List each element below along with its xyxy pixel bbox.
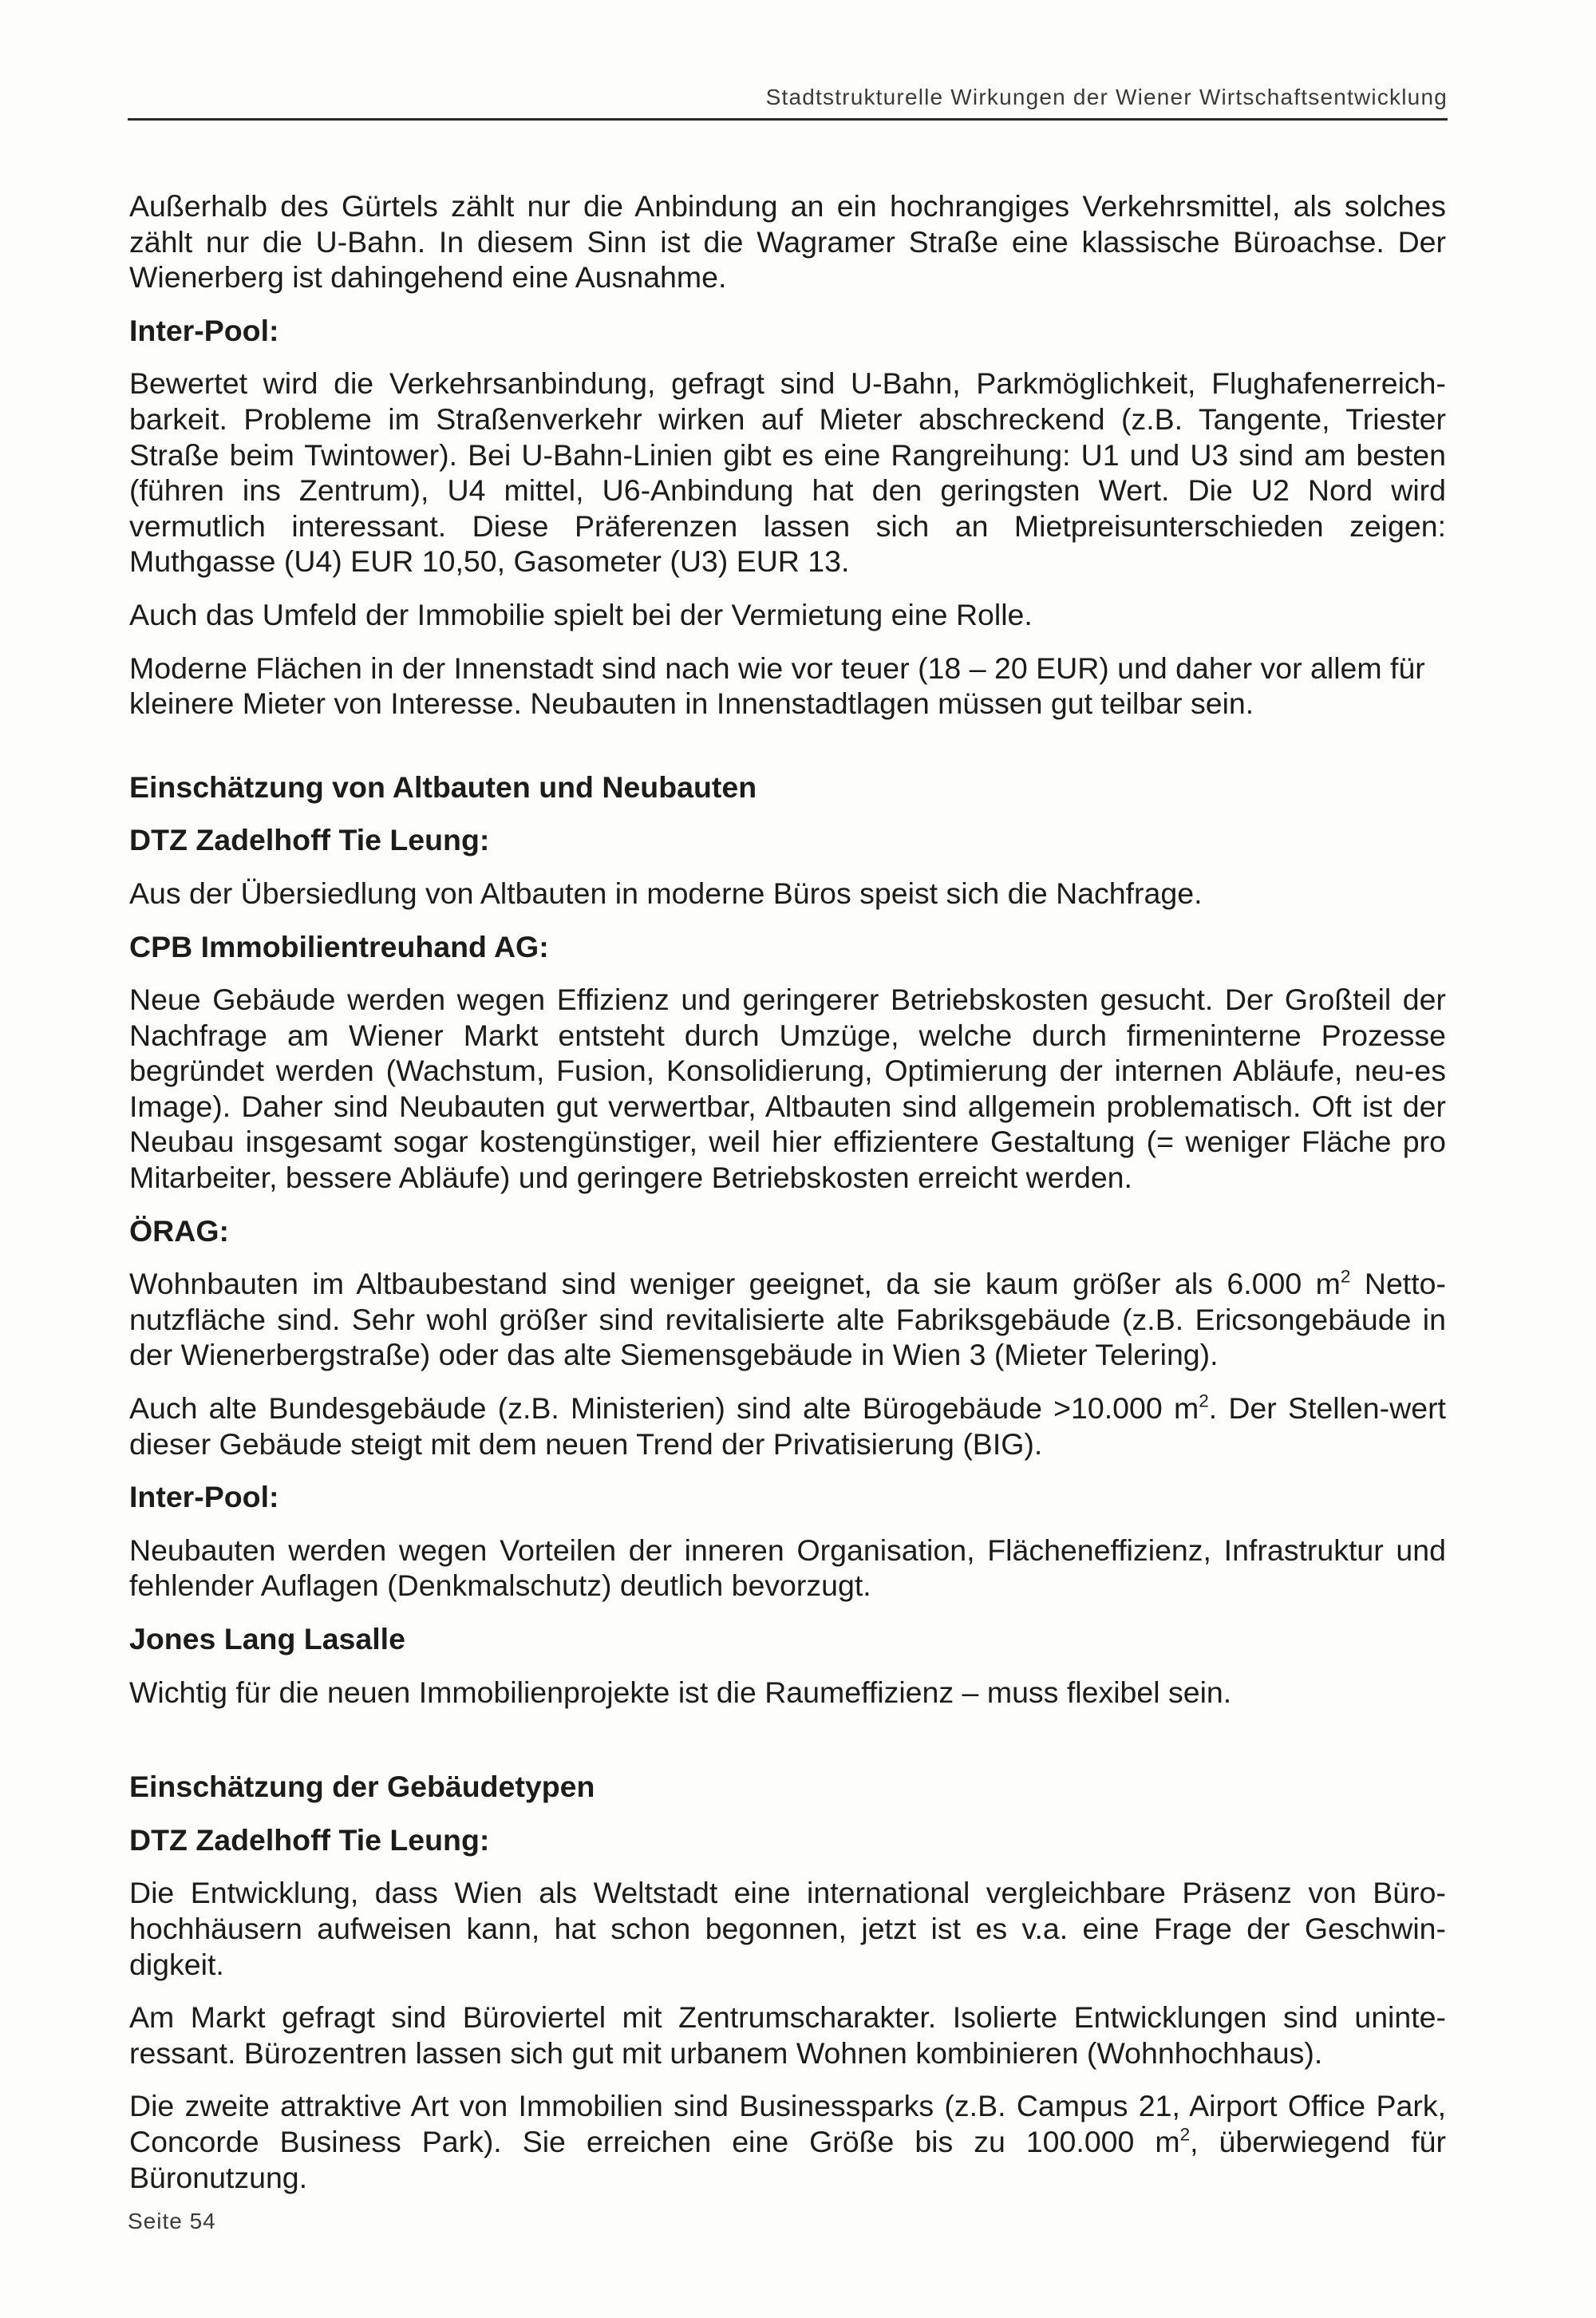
paragraph-dtz-bueroviertel: Am Markt gefragt sind Büroviertel mit Zentrumscharakter. Isolierte Entwicklungen sind uninte-ressant. Bürozentren lassen sich gut mit urbanem Wohnen kombinieren (Wohnhochhaus).: [129, 2000, 1446, 2070]
text-span: Die zweite attraktive Art von Immobilien sind Businessparks (z.B. Campus 21, Airport Office Park, Concorde Business Park). Sie erreichen eine Größe bis zu 100.000 m: [129, 2089, 1446, 2158]
heading-inter-pool: Inter-Pool:: [129, 313, 279, 347]
heading-jones-lang-lasalle: Jones Lang Lasalle: [129, 1622, 405, 1655]
superscript: 2: [1340, 1266, 1351, 1287]
text-span: , überwiegend für Büronutzung.: [129, 2124, 1447, 2194]
heading-cpb-immobilientreuhand: CPB Immobilientreuhand AG:: [129, 929, 549, 963]
text-span: Auch alte Bundesgebäude (z.B. Ministerien) sind alte Bürogebäude >10.000 m: [129, 1391, 1199, 1426]
running-header: Stadtstrukturelle Wirkungen der Wiener Wirtschaftsentwicklung: [765, 85, 1448, 109]
paragraph-oerag-bundesgebaeude: [129, 1390, 1446, 1462]
heading-dtz-zadelhoff: DTZ Zadelhoff Tie Leung:: [129, 823, 490, 857]
header-rule: [128, 118, 1448, 121]
paragraph-dtz-businessparks: [129, 2088, 1446, 2195]
text-span: . Der Stellen-wert dieser Gebäude steigt mit dem neuen Trend der Privatisierung (BIG).: [129, 1391, 1446, 1461]
text-span: Wohnbauten im Altbaubestand sind weniger geeignet, da sie kaum größer als 6.000 m: [129, 1267, 1341, 1301]
section-heading-altbauten-neubauten: Einschätzung von Altbauten und Neubauten: [129, 769, 757, 804]
heading-inter-pool: Inter-Pool:: [129, 1480, 279, 1514]
paragraph-oerag-wohnbauten: [129, 1266, 1446, 1373]
paragraph-cpb-neubauten: Neue Gebäude werden wegen Effizienz und geringerer Betriebskosten gesucht. Der Großteil der Nachfrage am Wiener Markt entsteht durch Umzüge, welche durch firmeninterne Prozesse begründet werden (Wachstum, Fusion, Konsolidierung, Optimierung der internen Abläufe, neu-es Image). Daher sind Neubauten gut verwertbar, Altbauten sind allgemein problematisch. Oft ist der Neubau insgesamt sogar kostengünstiger, weil hier effizientere Gestaltung (= weniger Fläche pro Mitarbeiter, bessere Abläufe) und geringere Betriebskosten erreicht werden.: [129, 983, 1446, 1195]
superscript: 2: [1199, 1390, 1209, 1411]
superscript: 2: [1179, 2124, 1191, 2145]
heading-dtz-zadelhoff: DTZ Zadelhoff Tie Leung:: [129, 1822, 490, 1857]
section-heading-gebaeudetypen: Einschätzung der Gebäudetypen: [129, 1770, 595, 1804]
paragraph-inter-pool-neubauten: Neubauten werden wegen Vorteilen der inneren Organisation, Flächeneffizienz, Infrastruktur und fehlender Auflagen (Denkmalschutz) deutlich bevorzugt.: [129, 1533, 1446, 1603]
paragraph-jll-raumeffizienz: Wichtig für die neuen Immobilienprojekte ist die Raumeffizienz – muss flexibel sein.: [129, 1675, 1232, 1709]
paragraph-dtz-uebersiedlung: Aus der Übersiedlung von Altbauten in moderne Büros speist sich die Nachfrage.: [129, 876, 1203, 910]
paragraph-intro: Außerhalb des Gürtels zählt nur die Anbindung an ein hochrangiges Verkehrsmittel, als solches zählt nur die U-Bahn. In diesem Sinn ist die Wagramer Straße eine klassische Büroachse. Der Wienerberg ist dahingehend eine Ausnahme.: [129, 189, 1446, 295]
paragraph-dtz-hochhaeuser: Die Entwicklung, dass Wien als Weltstadt eine international vergleichbare Präsenz von Büro-hochhäusern aufweisen kann, hat schon begonnen, jetzt ist es v.a. eine Frage der Geschwin-digkeit.: [129, 1876, 1446, 1981]
body-text: [129, 188, 1446, 2213]
text-span: Netto-nutzfläche sind. Sehr wohl größer sind revitalisierte alte Fabriksgebäude (z.B. Ericsongebäude in der Wienerbergstraße) oder das alte Siemensgebäude in Wien 3 (Mieter Telering).: [129, 1267, 1446, 1372]
paragraph-inter-pool-verkehr: Bewertet wird die Verkehrsanbindung, gefragt sind U-Bahn, Parkmöglichkeit, Flughafenerreich-barkeit. Probleme im Straßenverkehr wirken auf Mieter abschreckend (z.B. Tangente, Triester Straße beim Twintower). Bei U-Bahn-Linien gibt es eine Rangreihung: U1 und U3 sind am besten (führen ins Zentrum), U4 mittel, U6-Anbindung hat den geringsten Wert. Die U2 Nord wird vermutlich interessant. Diese Präferenzen lassen sich an Mietpreisunterschieden zeigen: Muthgasse (U4) EUR 10,50, Gasometer (U3) EUR 13.: [129, 366, 1446, 579]
paragraph-inter-pool-innenstadt: Moderne Flächen in der Innenstadt sind nach wie vor teuer (18 – 20 EUR) und daher vor allem für kleinere Mieter von Interesse. Neubauten in Innenstadtlagen müssen gut teilbar sein.: [129, 651, 1425, 721]
paragraph-inter-pool-umfeld: Auch das Umfeld der Immobilie spielt bei der Vermietung eine Rolle.: [129, 597, 1033, 631]
heading-oerag: ÖRAG:: [129, 1213, 229, 1248]
page-number: Seite 54: [128, 2209, 216, 2233]
